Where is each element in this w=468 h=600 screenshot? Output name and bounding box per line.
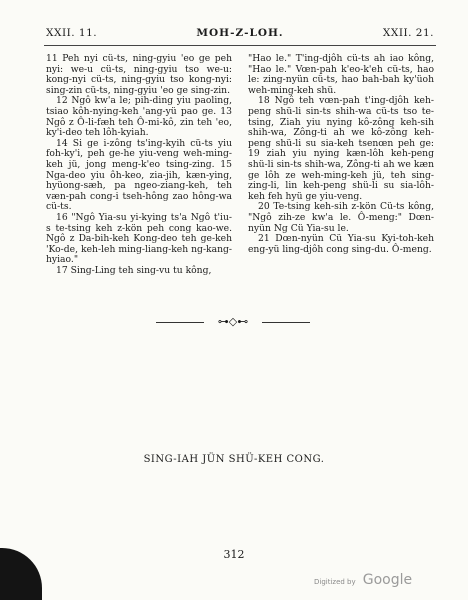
running-header xyxy=(46,27,434,41)
google-logo: Google xyxy=(362,572,413,588)
verse-paragraph: 18 Ngô teh vœn-pah t'ing-djôh keh-peng shü-li sin-ts shih-wa cü-ts tso te-tsing, Ziah yiu nying kô-zông keh-sih shih-wa, Zông-ti ah we kô-zông keh-peng shü-li su sia-keh tsenœn peh ge: 19 ziah yiu nying kæn-lôh keh-peng shü-li sin-ts shih-wa, Zông-ti ah we kæn ge lôh ze weh-ming-keh jü, teh sing-zing-li, lin keh-peng shü-li su sia-lôh-keh feh hyü ge yiu-veng. xyxy=(248,95,434,202)
verse-paragraph: 14 Si ge i-zông ts'ing-kyih cü-ts yiu foh-ky'i, peh ge-he yiu-veng weh-ming-keh jü, jong meng-k'eo tsing-zing. 15 Nga-deo yiu ôh-keo, zia-jih, kæn-ying, hyüong-sæh, pa ngeo-ziang-keh, teh væn-pah cong-i tseh-hông zao hông-wa cü-ts. xyxy=(46,137,232,213)
verse-paragraph: 17 Sing-Ling teh sing-vu tu kông, xyxy=(56,264,212,276)
verse-paragraph: 16 "Ngô Yia-su yi-kying ts'a Ngô t'iu-s te-tsing keh z-kön peh cong kao-we. Ngô z Da-bih-keh Kong-deo teh ge-keh 'Ko-de, keh-leh ming-liang-keh ng-kang-hyiao." xyxy=(46,211,232,266)
header-book-title: MOH-Z-LOH. xyxy=(196,27,284,39)
verse-paragraph: 11 Peh nyi cü-ts, ning-gyiu 'eo ge peh nyi: we-u cü-ts, ning-gyiu tso we-u: kong-nyi cü-ts, ning-gyiu tso kong-nyi: sing-zin cü-ts, ning-gyiu 'eo ge sing-zin. xyxy=(46,53,232,96)
ornamental-divider xyxy=(0,316,468,328)
section-title: SING-IAH JÜN SHÜ-KEH CONG. xyxy=(143,454,325,465)
divider-ornament-icon: ⊶◇⊷ xyxy=(217,315,249,328)
digitized-by-label: Digitized by xyxy=(314,578,356,586)
divider-line-left xyxy=(156,322,204,323)
header-rule xyxy=(44,45,436,46)
divider-line-right xyxy=(262,322,310,323)
verse-paragraph: 20 Te-tsing keh-sih z-kön Cü-ts kông, "Ngô zih-ze kw'a le. Ô-meng:" Dœn-nyün Ng Cü Yia-su le. xyxy=(248,201,434,234)
page-number: 312 xyxy=(223,548,245,561)
header-chapter-verse-left: XXII. 11. xyxy=(46,27,98,39)
digitization-watermark xyxy=(314,569,412,588)
header-chapter-verse-right: XXII. 21. xyxy=(382,27,434,39)
right-column xyxy=(248,54,434,255)
left-column xyxy=(46,54,232,276)
verse-paragraph: 21 Dœn-nyün Cü Yia-su Kyi-toh-keh eng-yü ling-djôh cong sing-du. Ô-meng. xyxy=(248,233,434,255)
verse-paragraph: 12 Ngô kw'a le; pih-ding yiu paoling, tsiao kôh-nying-keh 'ang-yü pao ge. 13 Ngô z Ô-li-fæh teh Ô-mi-kô, zin teh 'eo, ky'i-deo teh lôh-kyiah. xyxy=(46,95,232,139)
verse-paragraph: "Hao le." T'ing-djôh cü-ts ah iao kông, "Hao le." Vœn-pah k'eo-k'eh cü-ts, hao le: zing-nyün cü-ts, hao bah-bah ky'üoh weh-ming-keh shü. xyxy=(248,53,434,96)
